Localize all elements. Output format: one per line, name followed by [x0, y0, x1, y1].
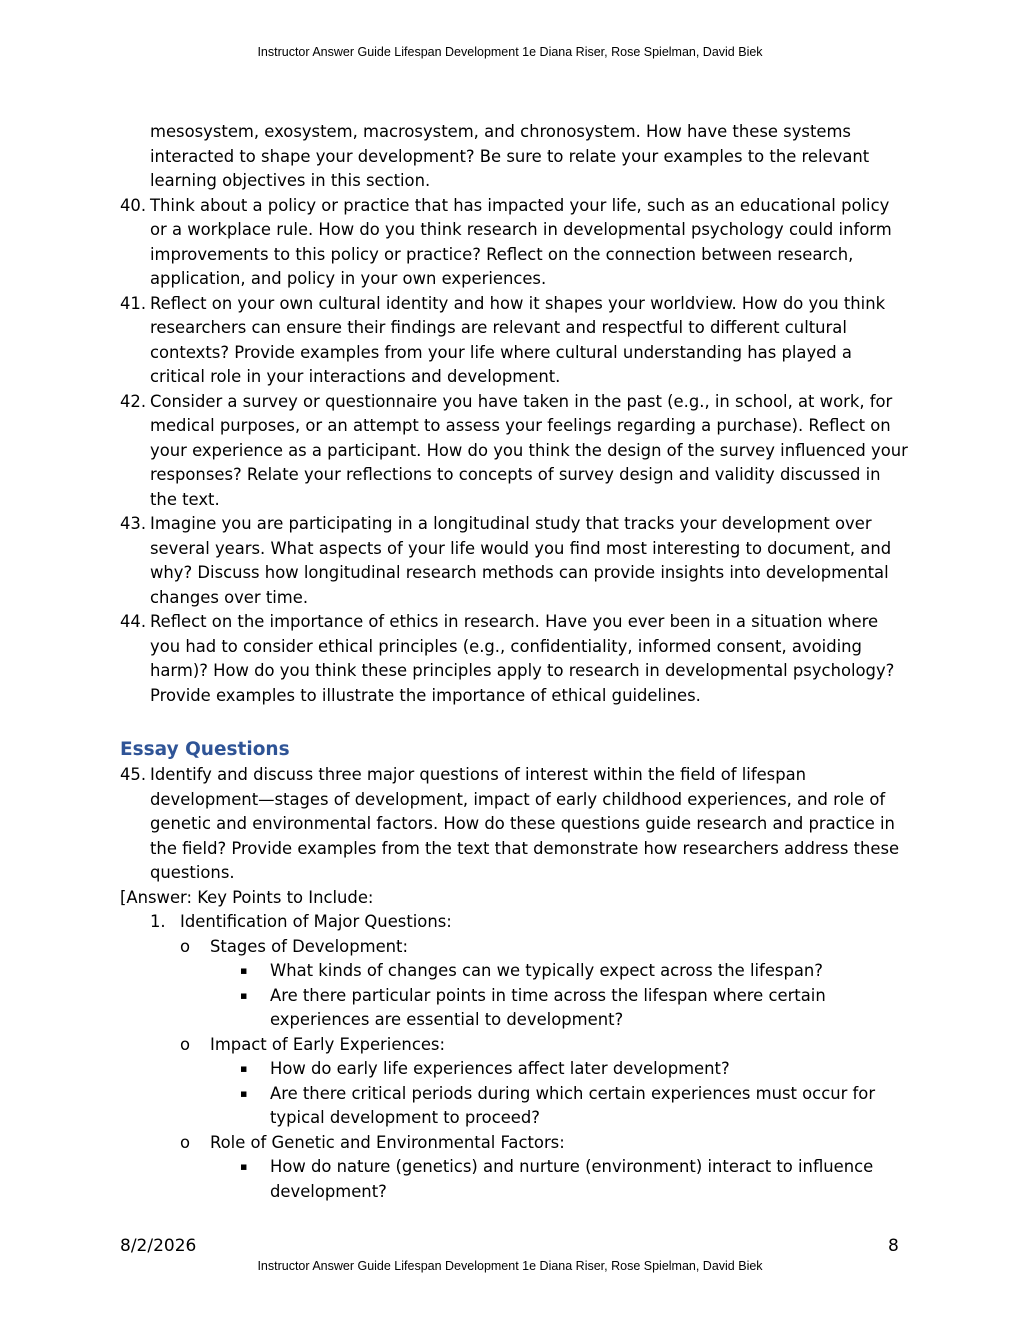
list-item-label: Identification of Major Questions: [180, 912, 452, 931]
question-text: Imagine you are participating in a longitudinal study that tracks your development over several years. What aspects of your life would you find most interesting to document, and why? Discuss how longitudinal research methods can provide insights into developmental changes over time. [150, 514, 892, 607]
question-text: Think about a policy or practice that has impacted your life, such as an educational policy or a workplace rule. How do you think research in developmental psychology could inform improvements to this policy or practice? Reflect on the connection between research, application, and policy in your own experiences. [150, 195, 892, 288]
square-bullet-icon: ▪ [240, 1086, 248, 1100]
list-number: 1. [150, 912, 166, 931]
sub-list-item [120, 1033, 910, 1058]
question-number: 44. [120, 612, 147, 631]
question-item [120, 512, 910, 610]
question-text: Identify and discuss three major questions of interest within the field of lifespan development—stages of development, impact of early childhood experiences, and role of genetic and environmental factors. How do these questions guide research and practice in the field? Provide examples from the text that demonstrate how researchers address these questions. [150, 765, 900, 882]
bullet-text: What kinds of changes can we typically expect across the lifespan? [270, 961, 823, 980]
bullet-text: Are there particular points in time across the lifespan where certain experiences are essential to development? [270, 985, 826, 1029]
bullet-item [120, 1057, 910, 1082]
question-number: 41. [120, 293, 147, 313]
page-body [120, 120, 910, 1204]
essay-question-item [120, 763, 910, 886]
question-number: 43. [120, 514, 147, 533]
question-item [120, 292, 910, 390]
question-number: 45. [120, 765, 147, 784]
bullet-text: How do nature (genetics) and nurture (environment) interact to influence development? [270, 1157, 874, 1201]
square-bullet-icon: ▪ [240, 1062, 248, 1075]
page-header: Instructor Answer Guide Lifespan Development 1e Diana Riser, Rose Spielman, David Biek [257, 45, 763, 59]
sub-list-label: Role of Genetic and Environmental Factors: [210, 1132, 565, 1152]
question-text: Reflect on your own cultural identity and how it shapes your worldview. How do you think researchers can ensure their findings are relevant and respectful to different cultural contexts? Provide examples from your life where cultural understanding has played a critical role in your interactions and development. [150, 293, 886, 386]
question-item [120, 390, 910, 513]
question-text: Consider a survey or questionnaire you have taken in the past (e.g., in school, at work, for medical purposes, or an attempt to assess your feelings regarding a purchase). Reflect on your experience as a participant. How do you think the design of the survey influenced your responses? Relate your reflections to concepts of survey design and validity discussed in the text. [150, 391, 908, 509]
sub-list-label: Impact of Early Experiences: [210, 1034, 445, 1054]
answer-intro: [Answer: Key Points to Include: [120, 887, 374, 907]
bullet-item [120, 984, 910, 1033]
square-bullet-icon: ▪ [240, 988, 248, 1002]
circle-bullet-icon: o [180, 936, 191, 956]
question-item [120, 610, 910, 708]
continued-question-text: mesosystem, exosystem, macrosystem, and chronosystem. How have these systems interacted to shape your development? Be sure to relate your examples to the relevant learning objectives in this section. [150, 122, 870, 190]
bullet-text: How do early life experiences affect later development? [270, 1059, 730, 1078]
circle-bullet-icon: o [180, 1034, 191, 1054]
page-number: 8 [888, 1236, 899, 1256]
question-item [120, 194, 910, 292]
square-bullet-icon: ▪ [240, 1160, 248, 1173]
footer-date: 8/2/2026 [120, 1236, 197, 1256]
bullet-item [120, 1155, 910, 1204]
reflection-question-list [120, 194, 910, 709]
question-text: Reflect on the importance of ethics in research. Have you ever been in a situation where you had to consider ethical principles (e.g., confidentiality, informed consent, avoiding harm)? How do you think these principles apply to research in developmental psychology? Provide examples to illustrate the importance of ethical guidelines. [150, 612, 895, 705]
section-heading-essay-questions: Essay Questions [120, 739, 290, 760]
sub-list-item [120, 1131, 910, 1156]
answer-list-item [120, 910, 910, 935]
sub-list-item [120, 935, 910, 960]
question-number: 42. [120, 391, 147, 411]
sub-list-label: Stages of Development: [210, 936, 408, 956]
question-number: 40. [120, 195, 147, 215]
bullet-item [120, 959, 910, 984]
page-footer: Instructor Answer Guide Lifespan Development 1e Diana Riser, Rose Spielman, David Biek [257, 1259, 763, 1273]
bullet-item [120, 1082, 910, 1131]
circle-bullet-icon: o [180, 1132, 191, 1152]
square-bullet-icon: ▪ [240, 964, 248, 977]
bullet-text: Are there critical periods during which certain experiences must occur for typical development to proceed? [270, 1083, 876, 1127]
